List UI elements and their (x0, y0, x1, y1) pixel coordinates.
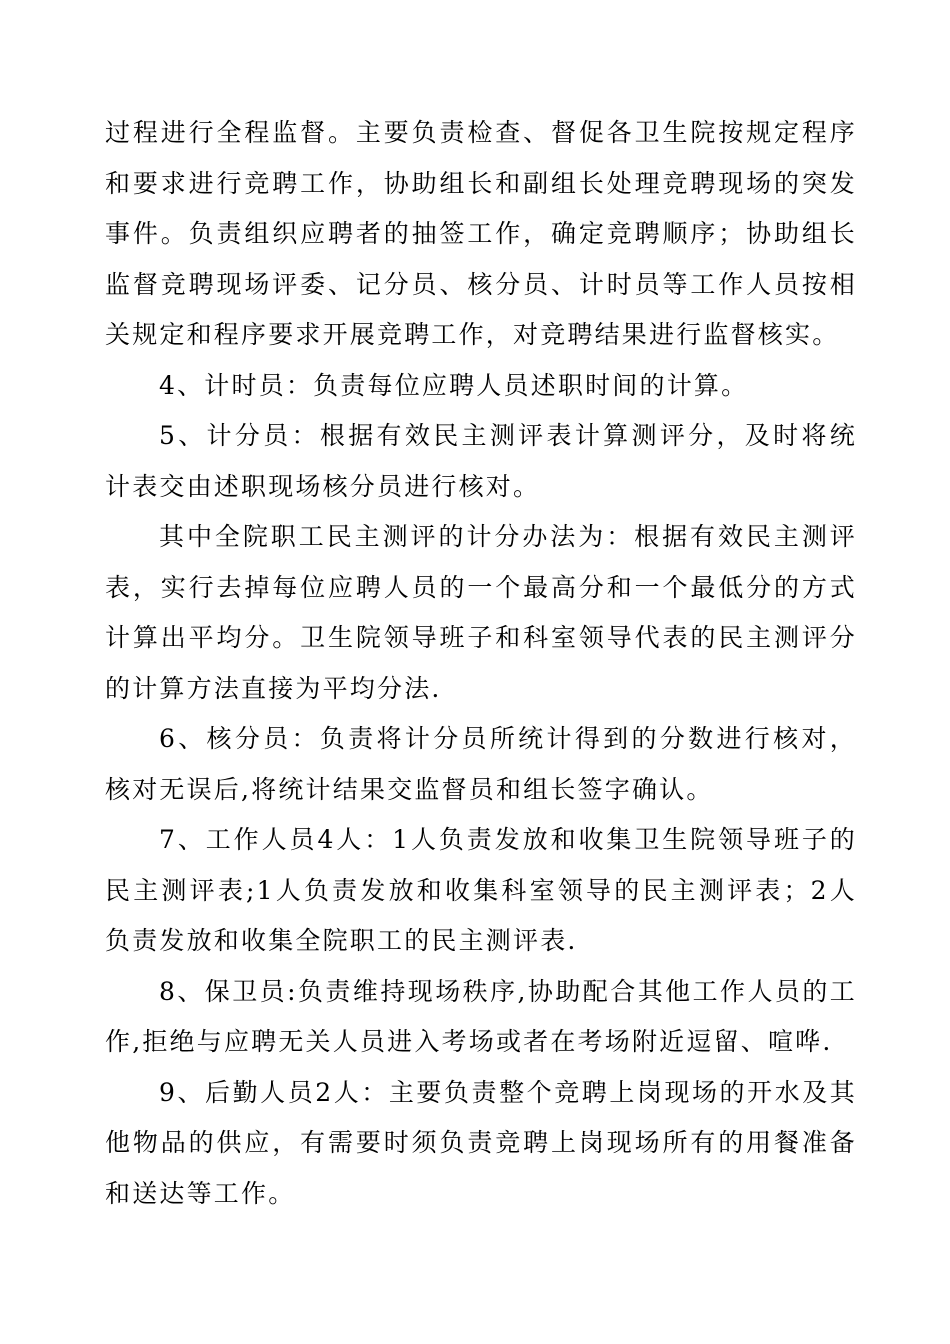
paragraph-score-checker: 6、核分员：负责将计分员所统计得到的分数进行核对，核对无误后,将统计结果交监督员和组长签字确认。 (105, 724, 857, 804)
paragraph-timekeeper: 4、计时员：负责每位应聘人员述职时间的计算。 (159, 370, 749, 400)
paragraph-scorer: 5、计分员：根据有效民主测评表计算测评分，及时将统计表交由述职现场核分员进行核对。 (105, 421, 857, 501)
paragraph-supervisor-duties: 过程进行全程监督。主要负责检查、督促各卫生院按规定程序和要求进行竞聘工作，协助组长和副组长处理竞聘现场的突发事件。负责组织应聘者的抽签工作，确定竞聘顺序；协助组长监督竞聘现场评委、记分员、核分员、计时员等工作人员按相关规定和程序要求开展竞聘工作，对竞聘结果进行监督核实。 (105, 118, 857, 349)
paragraph-staff: 7、工作人员4人：1人负责发放和收集卫生院领导班子的民主测评表;1人负责发放和收集科室领导的民主测评表；2人负责发放和收集全院职工的民主测评表. (105, 825, 857, 955)
paragraph-scoring-method: 其中全院职工民主测评的计分办法为：根据有效民主测评表，实行去掉每位应聘人员的一个最高分和一个最低分的方式计算出平均分。卫生院领导班子和科室领导代表的民主测评分的计算方法直接为平均分法. (105, 522, 857, 703)
paragraph-security: 8、保卫员:负责维持现场秩序,协助配合其他工作人员的工作,拒绝与应聘无关人员进入考场或者在考场附近逗留、喧哗. (105, 976, 857, 1056)
document-body (105, 108, 857, 1219)
paragraph-logistics: 9、后勤人员2人：主要负责整个竞聘上岗现场的开水及其他物品的供应，有需要时须负责竞聘上岗现场所有的用餐准备和送达等工作。 (105, 1077, 857, 1208)
